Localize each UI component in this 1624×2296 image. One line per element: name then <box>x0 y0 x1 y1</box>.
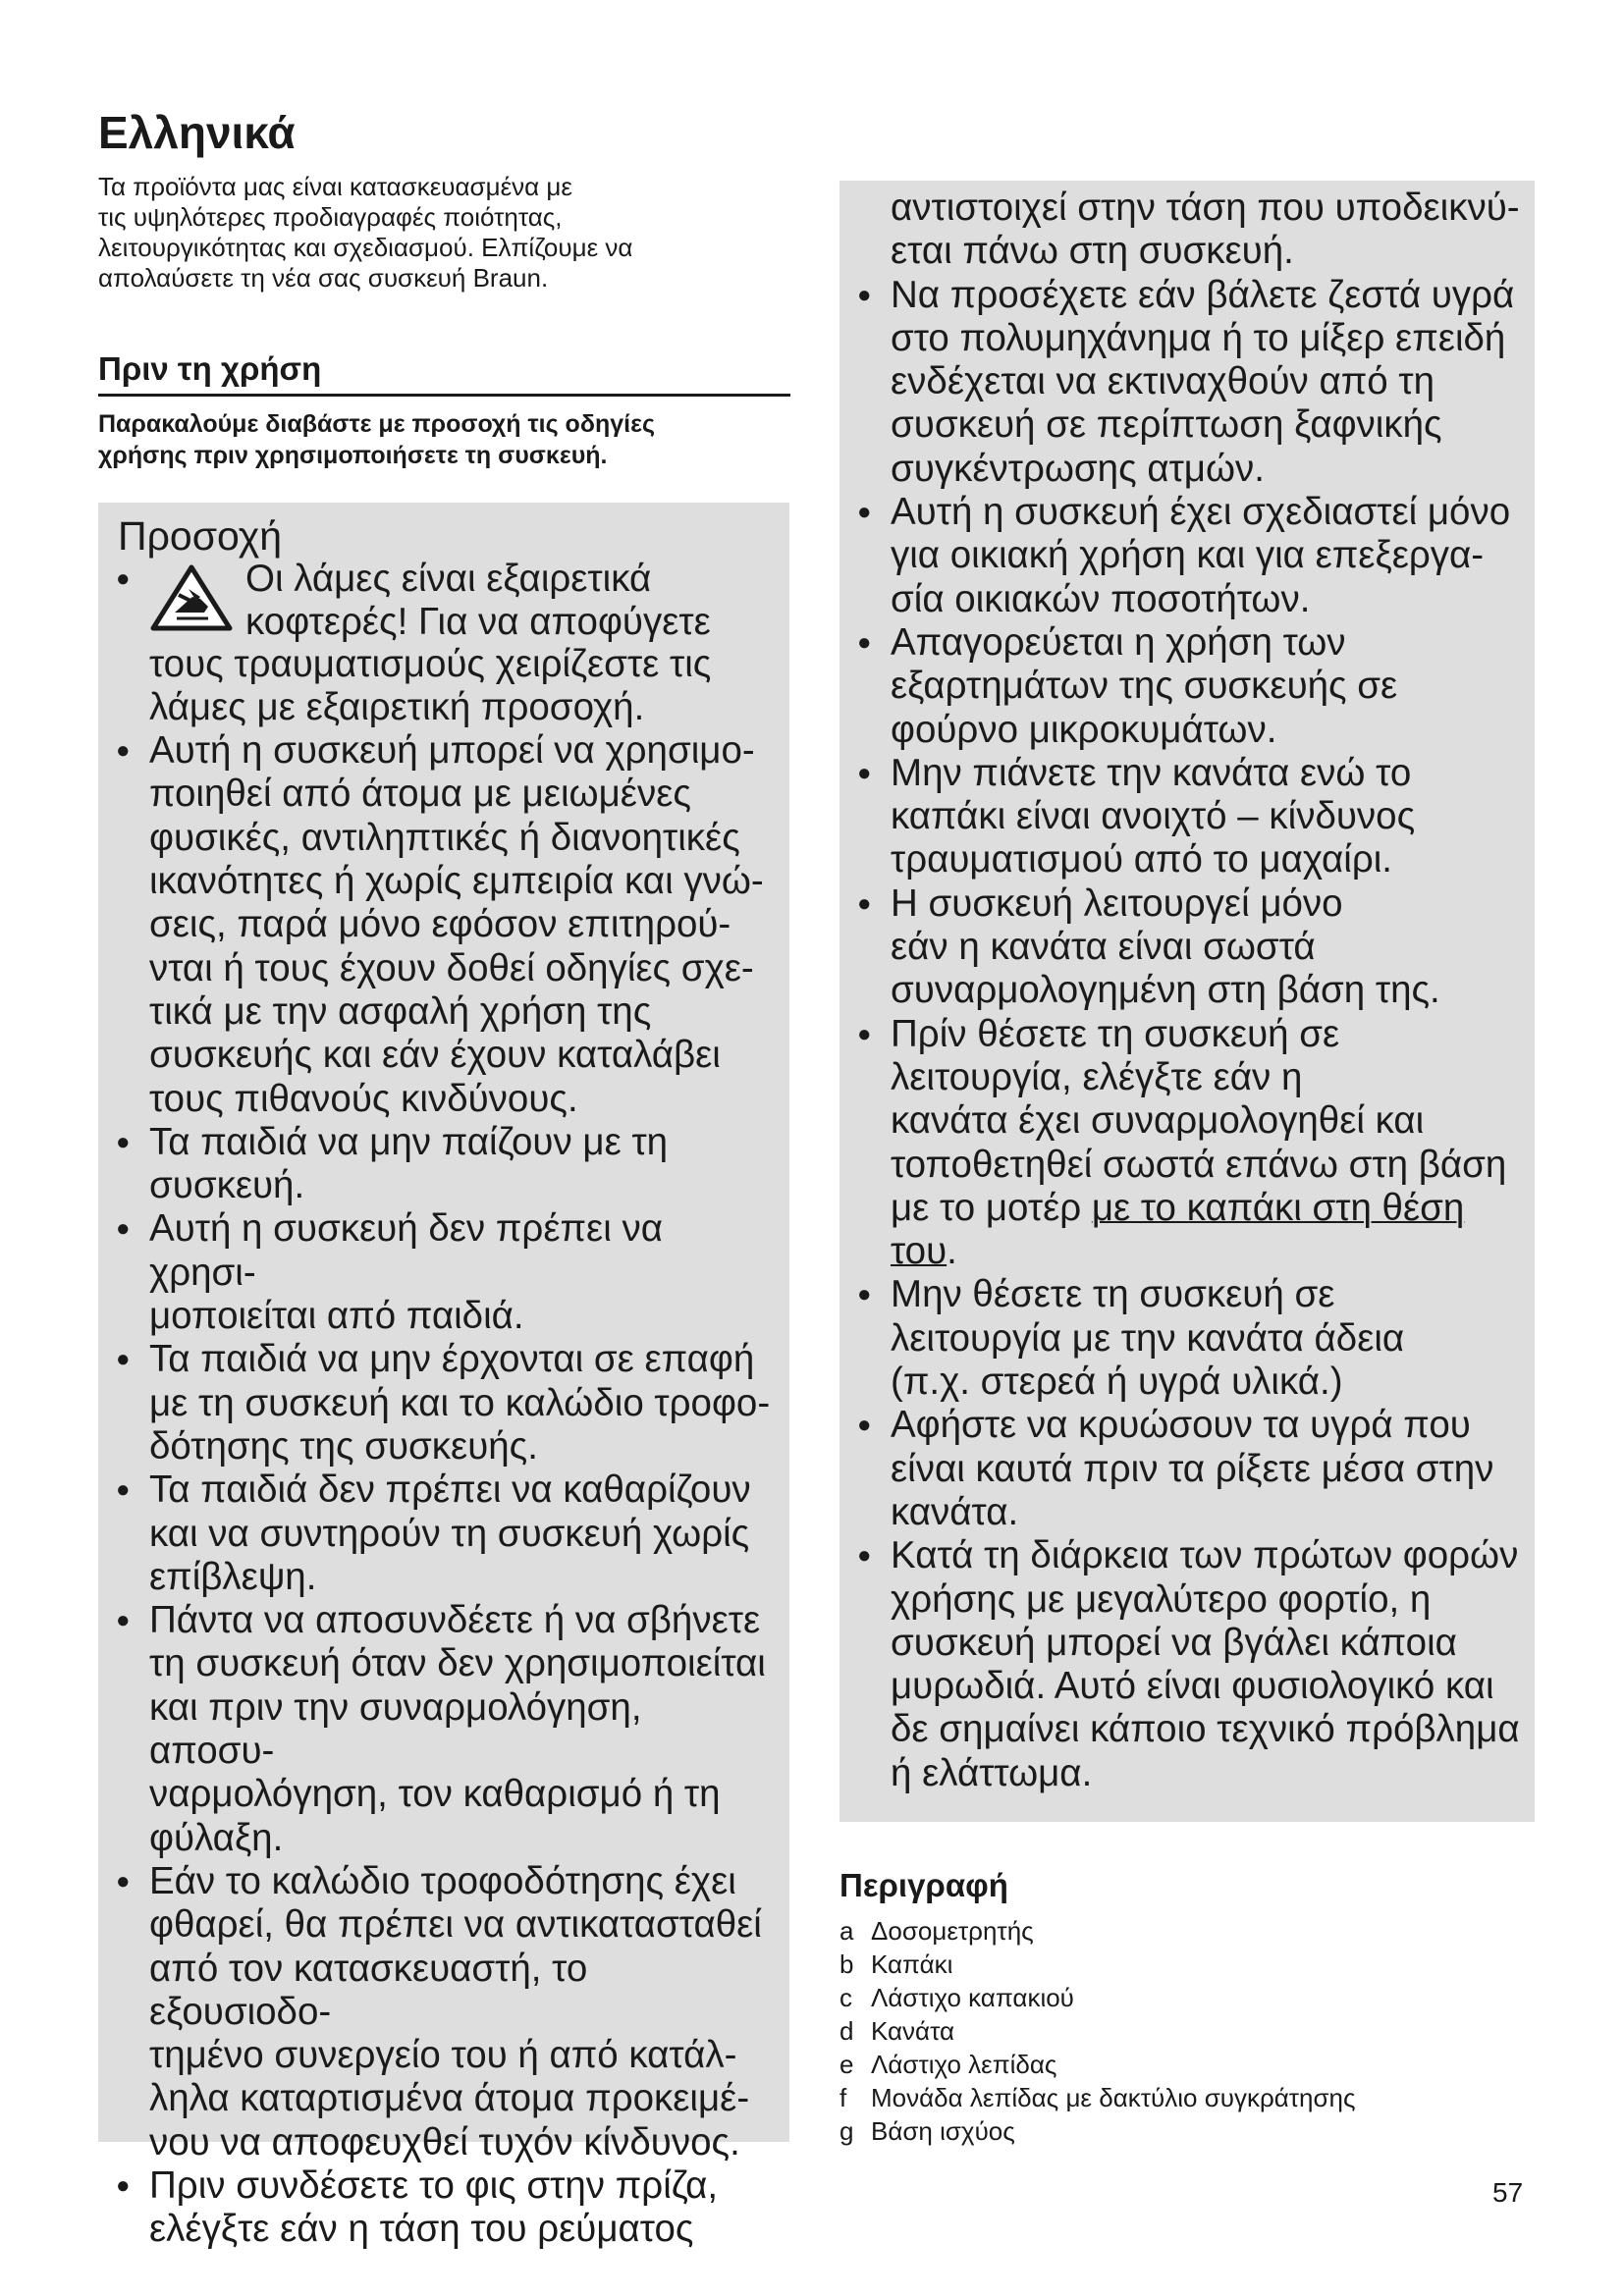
item-line: ● Αυτή η συσκευή έχει σχεδιαστεί μόνο <box>891 491 1511 534</box>
item-line: κοφτερές! Για να αποφύγετε <box>245 601 711 644</box>
part-name: Δοσομετρητής <box>871 1916 1034 1946</box>
description-section <box>839 1867 1527 2148</box>
item-line: τοποθετηθεί σωστά επάνω στη βάση <box>891 1143 1507 1186</box>
intro-line: τις υψηλότερες προδιαγραφές ποιότητας, <box>98 202 563 232</box>
blade-warning-icon <box>149 563 236 632</box>
part-item <box>839 1948 1527 1981</box>
item-line: φούρνο μικροκυμάτων. <box>891 708 1277 751</box>
item-line: συσκευής και εάν έχουν καταλάβει <box>149 1034 721 1077</box>
item-line: ● Κατά τη διάρκεια των πρώτων φορών <box>891 1534 1519 1577</box>
item-line: μοποιείται από παιδιά. <box>149 1295 524 1338</box>
before-use-heading: Πριν τη χρήση <box>98 350 790 397</box>
underlined-text: με το καπάκι στη θέση <box>1091 1186 1465 1229</box>
caution-item <box>112 1468 776 1599</box>
caution-item <box>112 1599 776 1860</box>
underlined-text: του <box>891 1230 947 1273</box>
caution-item <box>853 274 1521 491</box>
item-line: εάν η κανάτα είναι σωστά <box>891 926 1316 969</box>
item-line: ικανότητες ή χωρίς εμπειρία και γνώ- <box>149 860 764 903</box>
item-line: νται ή τους έχουν δοθεί οδηγίες σχε- <box>149 946 754 989</box>
item-line: τικά με την ασφαλή χρήση της <box>149 989 652 1033</box>
item-line: λειτουργία με την κανάτα άδεια <box>891 1316 1405 1360</box>
item-line: ● Η συσκευή λειτουργεί μόνο <box>891 881 1343 925</box>
item-line: για οικιακή χρήση και για επεξεργα- <box>891 534 1485 577</box>
before-use-notice <box>98 408 790 471</box>
item-line: και πριν την συναρμολόγηση, αποσυ- <box>149 1685 642 1773</box>
part-name: Λάστιχο λεπίδας <box>871 2050 1057 2079</box>
item-line: συσκευή. <box>149 1164 305 1207</box>
part-name: Μονάδα λεπίδας με δακτύλιο συγκράτησης <box>871 2083 1356 2112</box>
caution-continued-box <box>839 181 1535 1822</box>
part-letter: g <box>839 2116 854 2146</box>
item-line: ● Να προσέχετε εάν βάλετε ζεστά υγρά <box>891 273 1515 316</box>
caution-item <box>112 1207 776 1338</box>
caution-item <box>853 1013 1521 1274</box>
caution-continued-list <box>853 187 1521 1795</box>
part-name: Λάστιχο καπακιού <box>871 1983 1074 2012</box>
item-line: τη συσκευή όταν δεν χρησιμοποιείται <box>149 1642 766 1685</box>
text-segment: με το μοτέρ <box>891 1186 1092 1229</box>
item-line: ● Αυτή η συσκευή δεν πρέπει να χρησι- <box>149 1207 663 1294</box>
part-name: Κανάτα <box>871 2016 955 2046</box>
item-line: ● Τα παιδιά δεν πρέπει να καθαρίζουν <box>149 1468 751 1512</box>
item-line: φύλαξη. <box>149 1816 284 1859</box>
item-line: ενδέχεται να εκτιναχθούν από τη <box>891 360 1435 403</box>
part-item <box>839 1914 1527 1948</box>
item-line: χρήσης με μεγαλύτερο φορτίο, η <box>891 1577 1432 1621</box>
page-number: 57 <box>1492 2177 1524 2208</box>
item-line: ● Απαγορεύεται η χρήση των <box>891 620 1346 664</box>
item-line: σία οικιακών ποσοτήτων. <box>891 577 1311 620</box>
item-line: κανάτα. <box>891 1490 1019 1533</box>
item-line: και να συντηρούν τη συσκευή χωρίς <box>149 1512 750 1555</box>
item-line: κανάτα έχει συναρμολογηθεί και <box>891 1099 1425 1143</box>
item-line: ● Μην πιάνετε την κανάτα ενώ το <box>891 751 1412 794</box>
notice-line: χρήσης πριν χρησιμοποιήσετε τη συσκευή. <box>98 442 608 469</box>
part-item <box>839 2014 1527 2048</box>
item-line: τους τραυματισμούς χειρίζεστε τις <box>149 642 712 685</box>
item-line: με τη συσκευή και το καλώδιο τροφο- <box>149 1381 771 1424</box>
item-line: σεις, παρά μόνο εφόσον επιτηρού- <box>149 903 731 946</box>
item-line: ληλα καταρτισμένα άτομα προκειμέ- <box>149 2077 750 2120</box>
item-line: φθαρεί, θα πρέπει να αντικατασταθεί <box>149 1903 762 1947</box>
item-line: ● Εάν το καλώδιο τροφοδότησης έχει <box>149 1859 736 1902</box>
item-line: συσκευή σε περίπτωση ξαφνικής <box>891 403 1442 447</box>
part-letter: a <box>839 1916 854 1946</box>
item-line: τους πιθανούς κινδύνους. <box>149 1077 578 1120</box>
text-segment: . <box>947 1230 957 1273</box>
caution-item <box>853 1273 1521 1404</box>
page-title: Ελληνικά <box>98 107 296 158</box>
item-line: δε σημαίνει κάποιο τεχνικό πρόβλημα <box>891 1708 1520 1751</box>
notice-line: Παρακαλούμε διαβάστε με προσοχή τις οδηγίες <box>98 410 655 438</box>
intro-line: Τα προϊόντα μας είναι κατασκευασμένα με <box>98 172 573 201</box>
item-line: εξαρτημάτων της συσκευής σε <box>891 665 1398 708</box>
caution-item <box>853 1534 1521 1795</box>
part-name: Καπάκι <box>871 1949 953 1979</box>
caution-heading: Προσοχή <box>118 513 283 559</box>
part-name: Βάση ισχύος <box>871 2116 1015 2146</box>
caution-item <box>853 882 1521 1013</box>
item-line: ναρμολόγηση, τον καθαρισμό ή τη <box>149 1773 721 1816</box>
intro-line: απολαύσετε τη νέα σας συσκευή Braun. <box>98 263 549 293</box>
item-line: ● Αυτή η συσκευή μπορεί να χρησιμο- <box>149 729 755 773</box>
item-line: ● Μην θέσετε τη συσκευή σε <box>891 1273 1335 1316</box>
item-line: συγκέντρωσης ατμών. <box>891 447 1265 490</box>
item-line: ● Οι λάμες είναι εξαιρετικά <box>245 558 652 600</box>
parts-list <box>839 1914 1527 2148</box>
caution-item <box>112 1860 776 2164</box>
intro-paragraph <box>98 172 785 294</box>
item-line: καπάκι είναι ανοιχτό – κίνδυνος <box>891 795 1416 838</box>
caution-item <box>112 558 776 729</box>
caution-box <box>98 503 789 2251</box>
item-line: αντιστοιχεί στην τάση που υποδεικνύ- <box>891 187 1520 229</box>
item-line: τραυματισμού από το μαχαίρι. <box>891 838 1393 881</box>
item-line: στο πολυμηχάνημα ή το μίξερ επειδή <box>891 316 1506 359</box>
item-line: συσκευή μπορεί να βγάλει κάποια <box>891 1621 1457 1664</box>
item-line <box>891 1230 1521 1273</box>
item-line: επίβλεψη. <box>149 1555 317 1598</box>
item-line: δότησης της συσκευής. <box>149 1424 538 1468</box>
before-use-section <box>98 350 790 471</box>
item-line: ποιηθεί από άτομα με μειωμένες <box>149 773 691 816</box>
caution-item <box>853 1404 1521 1534</box>
caution-item <box>112 1338 776 1468</box>
item-line: ● Τα παιδιά να μην παίζουν με τη <box>149 1120 669 1163</box>
item-line: είναι καυτά πριν τα ρίξετε μέσα στην <box>891 1447 1494 1490</box>
item-line: εται πάνω στη συσκευή. <box>891 230 1294 273</box>
part-letter: c <box>839 1983 852 2012</box>
part-letter: f <box>839 2083 847 2112</box>
part-item <box>839 2114 1527 2148</box>
part-letter: d <box>839 2016 854 2046</box>
caution-item-continuation <box>853 187 1521 274</box>
item-line: ● Πριν συνδέσετε το φις στην πρίζα, <box>149 2163 719 2207</box>
item-line: (π.χ. στερεά ή υγρά υλικά.) <box>891 1361 1343 1404</box>
part-item <box>839 2048 1527 2081</box>
intro-line: λειτουργικότητας και σχεδιασμού. Ελπίζουμε να <box>98 233 633 262</box>
item-line: συναρμολογημένη στη βάση της. <box>891 969 1440 1012</box>
item-line: ελέγξτε εάν η τάση του ρεύματος <box>149 2208 694 2251</box>
item-line: ● Πρίν θέσετε τη συσκευή σε <box>891 1012 1340 1055</box>
caution-item <box>112 729 776 1121</box>
item-line: λάμες με εξαιρετική προσοχή. <box>149 685 645 728</box>
item-line: λειτουργία, ελέγξτε εάν η <box>891 1055 1303 1098</box>
part-letter: b <box>839 1949 854 1979</box>
part-item <box>839 1981 1527 2014</box>
item-line: τημένο συνεργείο του ή από κατάλ- <box>149 2034 737 2077</box>
item-line: ● Πάντα να αποσυνδέετε ή να σβήνετε <box>149 1599 761 1642</box>
caution-item <box>853 621 1521 752</box>
item-line: νου να αποφευχθεί τυχόν κίνδυνος. <box>149 2120 740 2163</box>
item-line: φυσικές, αντιληπτικές ή διανοητικές <box>149 816 740 859</box>
caution-item <box>853 491 1521 621</box>
item-line <box>891 1187 1521 1230</box>
item-line: ● Αφήστε να κρυώσουν τα υγρά που <box>891 1404 1471 1447</box>
part-letter: e <box>839 2050 854 2079</box>
caution-item <box>112 1121 776 1208</box>
item-line: ● Τα παιδιά να μην έρχονται σε επαφή <box>149 1338 755 1381</box>
item-line: μυρωδιά. Αυτό είναι φυσιολογικό και <box>891 1665 1494 1708</box>
caution-item <box>853 752 1521 882</box>
part-item <box>839 2081 1527 2114</box>
item-line: ή ελάττωμα. <box>891 1751 1093 1794</box>
caution-list <box>112 558 776 2252</box>
caution-item <box>112 2164 776 2252</box>
description-heading: Περιγραφή <box>839 1867 1008 1903</box>
item-line: από τον κατασκευαστή, το εξουσιοδο- <box>149 1947 588 2033</box>
